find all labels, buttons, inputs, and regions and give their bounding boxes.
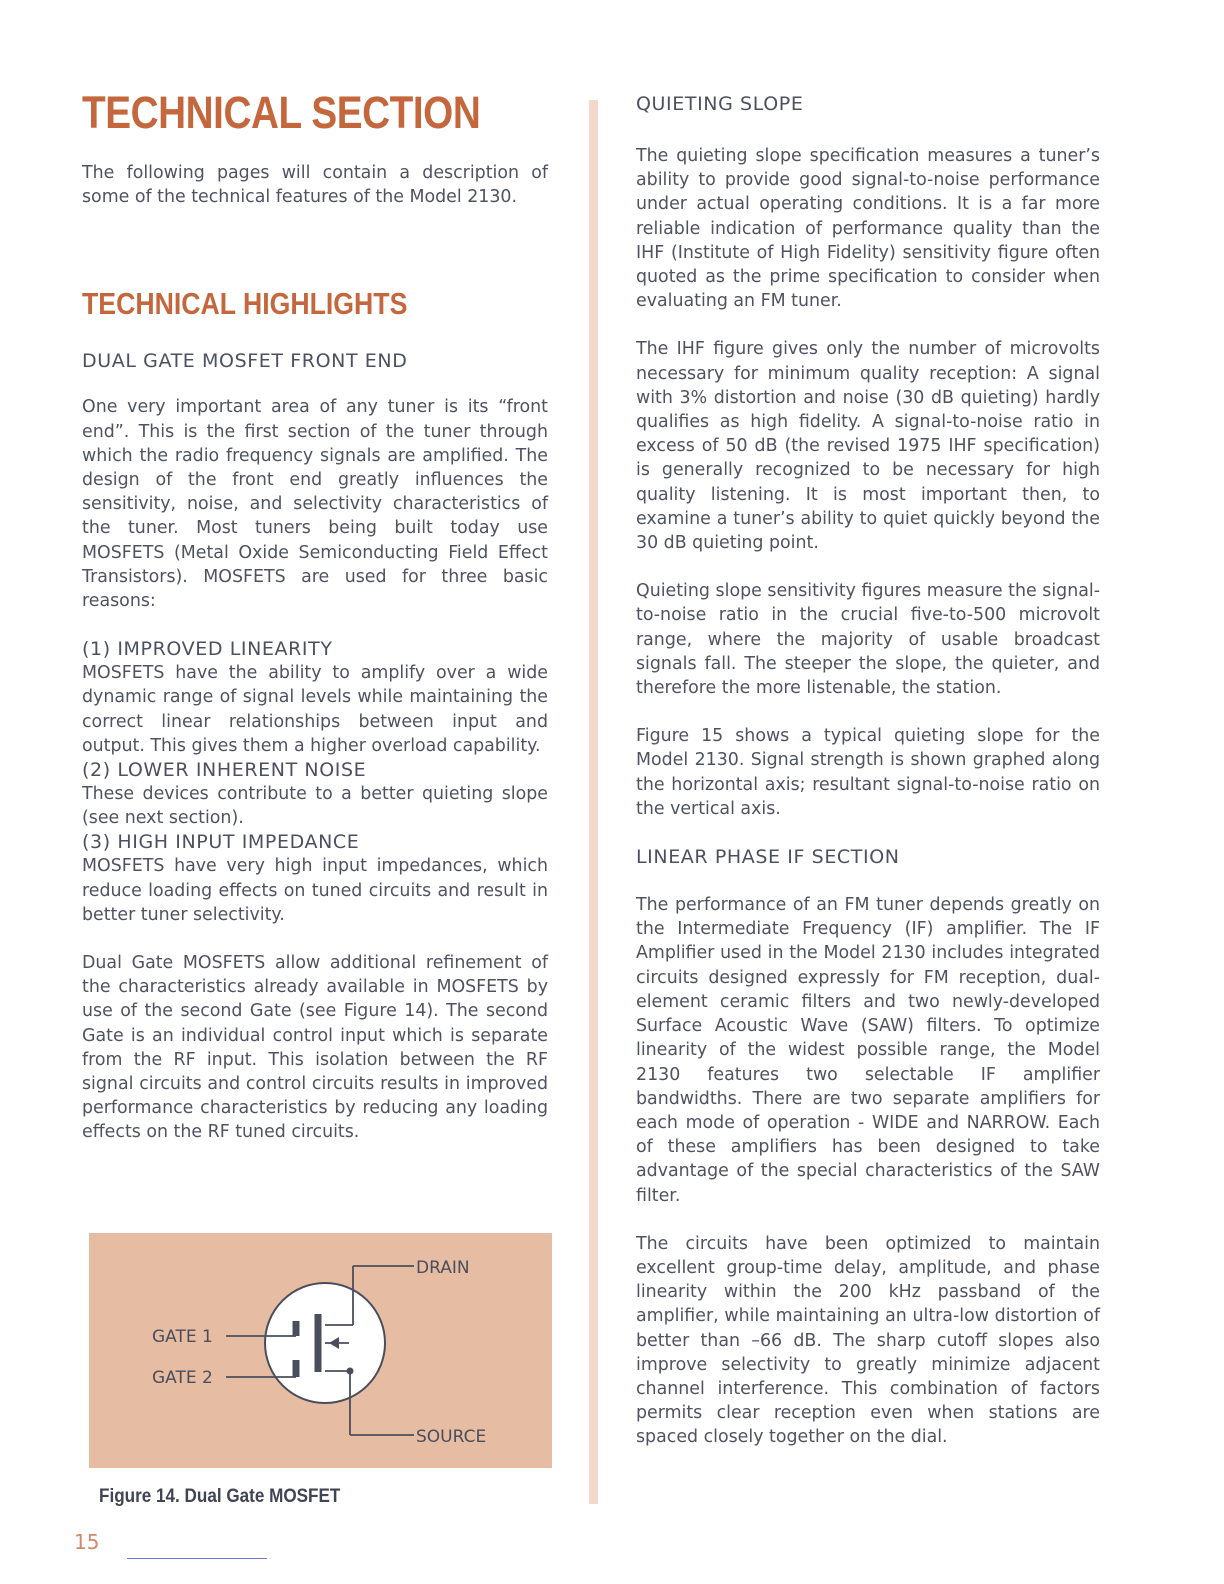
dual-gate-heading: DUAL GATE MOSFET FRONT END [82, 350, 408, 373]
reason-1-heading: (1) IMPROVED LINEARITY [82, 638, 333, 661]
reason-3-text: MOSFETS have very high input impedances, which reduce loading effects on tuned circuits and result in better tuner selectivity. [82, 856, 548, 925]
linear-phase-heading: LINEAR PHASE IF SECTION [636, 846, 900, 869]
front-end-paragraph: One very important area of any tuner is its “front end”. This is the first section of the tuner through which the radio frequency signals are amplified. The design of the front end greatly influences the sensitivity, noise, and selectivity characteristics of the tuner. Most tuners being built today use MOSFETS (Metal Oxide Semiconducting Field Effect Transistors). MOSFETS are used for three basic reasons: [82, 397, 548, 612]
reason-1-text: MOSFETS have the ability to amplify over a wide dynamic range of signal levels while maintaining the correct linear relationships between input and output. This gives them a higher overload capability. [82, 663, 548, 756]
figure-caption: Figure 14. Dual Gate MOSFET [99, 1486, 341, 1507]
highlights-title: TECHNICAL HIGHLIGHTS [82, 286, 408, 322]
linear-paragraph-2: The circuits have been optimized to maintain excellent group-time delay, amplitude, and phase linearity within the 200 kHz passband of the amplifier, while maintaining an ultra-low distortion of better than –66 dB. The sharp cutoff slopes also improve selectivity to greatly minimize adjacent channel interference. This combination of factors permits clear reception even when stations are spaced closely together on the dial. [636, 1233, 1100, 1448]
footer-rule [127, 1558, 267, 1559]
quieting-paragraph-3: Quieting slope sensitivity figures measure the signal-to-noise ratio in the crucial five-to-500 microvolt range, where the majority of usable broadcast signals fall. The steeper the slope, the quieter, and therefore the more listenable, the station. [636, 581, 1100, 699]
mosfet-figure [89, 1233, 552, 1468]
quieting-paragraph-4: Figure 15 shows a typical quieting slope for the Model 2130. Signal strength is shown graphed along the horizontal axis; resultant signal-to-noise ratio on the vertical axis. [636, 726, 1100, 819]
intro-paragraph: The following pages will contain a description of some of the technical features of the Model 2130. [82, 163, 548, 208]
quieting-paragraph-2: The IHF figure gives only the number of microvolts necessary for minimum quality reception: A signal with 3% distortion and noise (30 dB quieting) hardly qualifies as high fidelity. A signal-to-noise ratio in excess of 50 dB (the revised 1975 IHF specification) is generally recognized to be necessary for high quality listening. It is most important then, to examine a tuner’s ability to quiet quickly beyond the 30 dB quieting point. [636, 339, 1100, 554]
dual-gate-paragraph: Dual Gate MOSFETS allow additional refinement of the characteristics already available in MOSFETS by use of the second Gate (see Figure 14). The second Gate is an individual control input which is separate from the RF input. This isolation between the RF signal circuits and control circuits results in improved performance characteristics by reducing any loading effects on the RF tuned circuits. [82, 953, 548, 1143]
source-label: SOURCE [416, 1427, 487, 1447]
mosfet-symbol [89, 1233, 552, 1468]
quieting-paragraph-1: The quieting slope specification measures a tuner’s ability to provide good signal-to-noise performance under actual operating conditions. It is a far more reliable indication of performance quality than the IHF (Institute of High Fidelity) sensitivity figure often quoted as the prime specification to consider when evaluating an FM tuner. [636, 146, 1100, 312]
quieting-slope-heading: QUIETING SLOPE [636, 93, 804, 115]
reason-2-heading: (2) LOWER INHERENT NOISE [82, 759, 367, 782]
gate-2-label: GATE 2 [152, 1368, 213, 1388]
page-title: TECHNICAL SECTION [82, 87, 481, 138]
reason-2-text: These devices contribute to a better quieting slope (see next section). [82, 784, 548, 829]
gate-1-label: GATE 1 [152, 1327, 213, 1347]
left-column [82, 86, 548, 1145]
column-divider [589, 100, 598, 1504]
reason-3-heading: (3) HIGH INPUT IMPEDANCE [82, 831, 360, 854]
right-column [636, 92, 1100, 1450]
page-number: 15 [74, 1530, 100, 1554]
linear-paragraph-1: The performance of an FM tuner depends greatly on the Intermediate Frequency (IF) amplifier. The IF Amplifier used in the Model 2130 includes integrated circuits designed expressly for FM reception, dual-element ceramic filters and two newly-developed Surface Acoustic Wave (SAW) filters. To optimize linearity of the widest possible range, the Model 2130 features two selectable IF amplifier bandwidths. There are two separate amplifiers for each mode of operation - WIDE and NARROW. Each of these amplifiers has been designed to take advantage of the special characteristics of the SAW filter. [636, 895, 1100, 1206]
drain-label: DRAIN [416, 1258, 470, 1278]
